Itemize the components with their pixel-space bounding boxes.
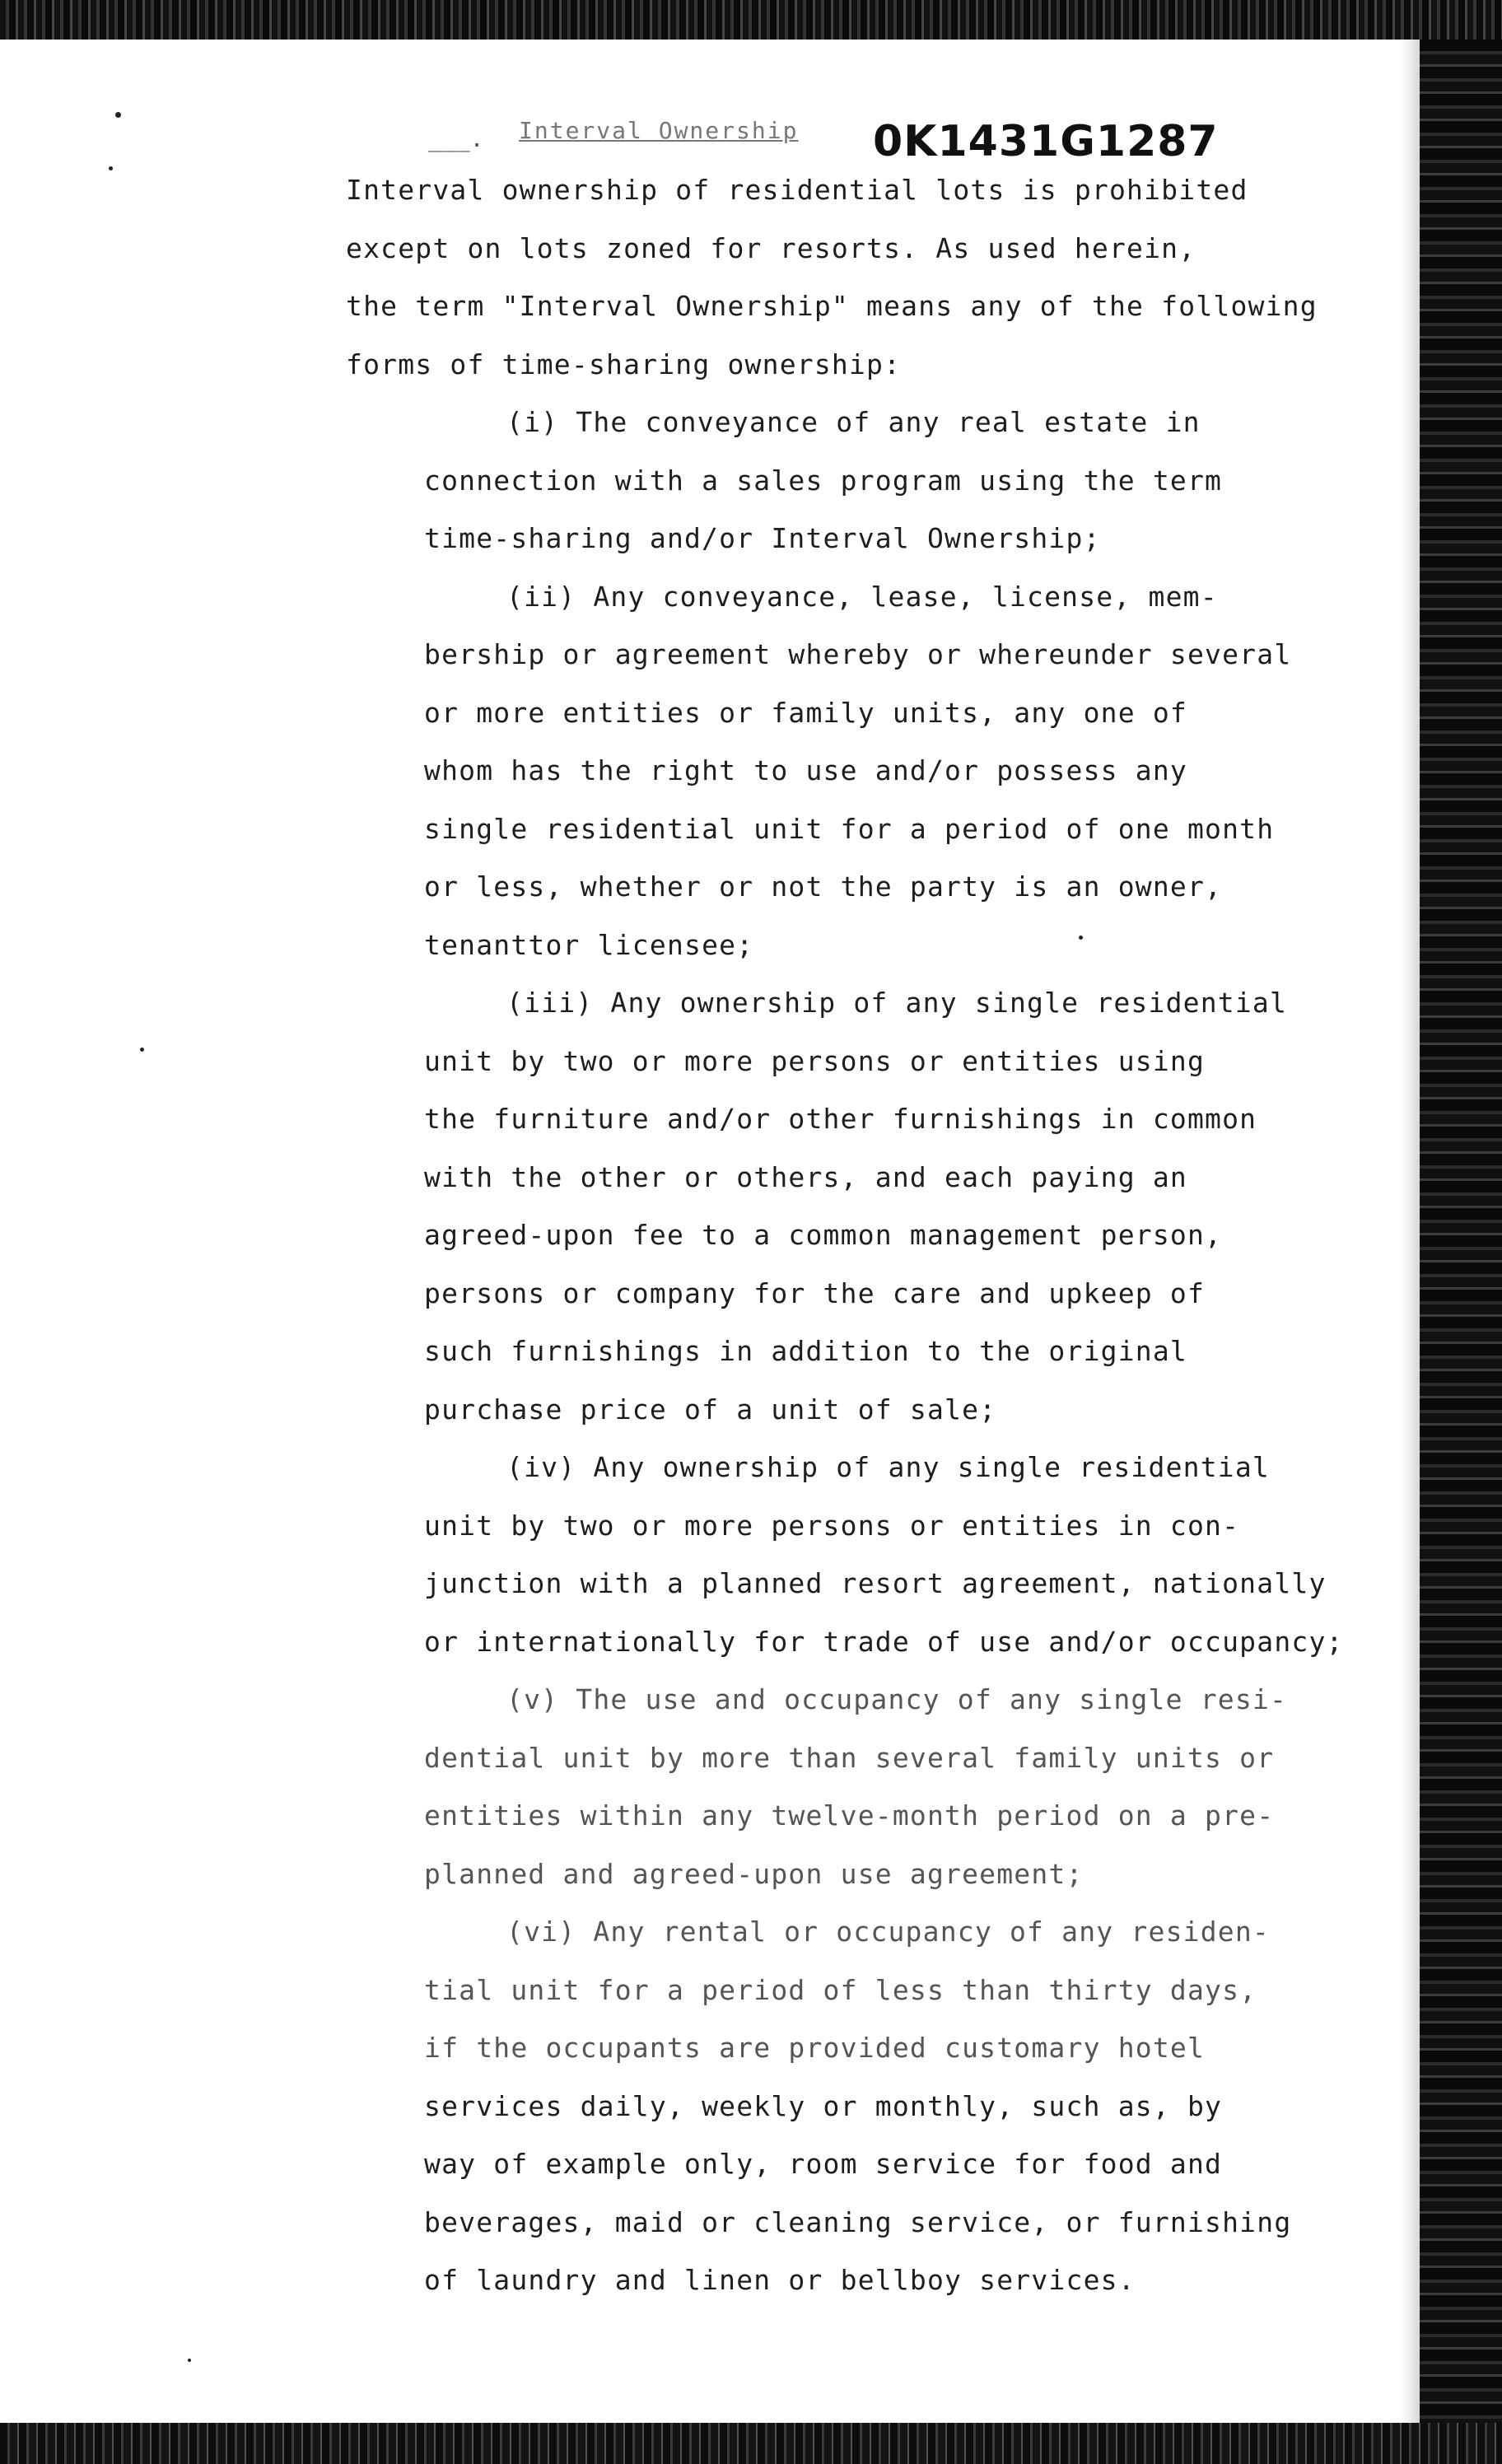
definition-item-iv — [346, 1439, 1350, 1671]
scan-border-right — [1420, 40, 1502, 2423]
scan-shadow-right — [1400, 40, 1420, 2423]
item-line: the furniture and/or other furnishings in common — [424, 1103, 1257, 1135]
item-line: way of example only, room service for food and — [424, 2148, 1223, 2180]
definition-item-iii — [346, 974, 1350, 1439]
definition-item-ii — [346, 568, 1350, 975]
item-line: junction with a planned resort agreement, nationally — [424, 1567, 1327, 1599]
item-line: beverages, maid or cleaning service, or furnishing — [424, 2205, 1292, 2238]
item-line: unit by two or more persons or entities using — [424, 1044, 1206, 1077]
intro-line: Interval ownership of residential lots is prohibited — [346, 174, 1248, 206]
document-body — [346, 161, 1350, 2310]
item-lead: (vi) Any rental or occupancy of any residen- — [506, 1916, 1270, 1948]
item-lead: (iii) Any ownership of any single residential — [506, 987, 1288, 1019]
item-line: with the other or others, and each paying an — [424, 1160, 1187, 1193]
item-line: or more entities or family units, any one of — [424, 696, 1187, 729]
header-dash: ___. — [428, 125, 484, 152]
item-line: tenanttor licensee; — [424, 928, 754, 961]
item-line: unit by two or more persons or entities in con- — [424, 1509, 1240, 1542]
intro-line: forms of time-sharing ownership: — [346, 348, 902, 380]
intro-line: the term "Interval Ownership" means any of the following — [346, 290, 1318, 322]
scan-border-bottom — [0, 2423, 1502, 2464]
item-lead: (ii) Any conveyance, lease, license, mem- — [506, 580, 1218, 613]
item-line: purchase price of a unit of sale; — [424, 1393, 997, 1426]
item-line: whom has the right to use and/or possess any — [424, 754, 1187, 786]
item-line: entities within any twelve-month period on a pre- — [424, 1799, 1275, 1832]
document-number: 0K1431G1287 — [873, 117, 1219, 166]
scan-border-top — [0, 0, 1502, 40]
item-line: connection with a sales program using the term — [424, 464, 1223, 497]
scan-speck — [115, 112, 121, 118]
intro-line: except on lots zoned for resorts. As used herein, — [346, 231, 1196, 264]
definition-item-i — [346, 394, 1350, 568]
item-line: if the occupants are provided customary hotel — [424, 2032, 1206, 2064]
item-line: single residential unit for a period of one month — [424, 812, 1275, 845]
item-line: of laundry and linen or bellboy services. — [424, 2264, 1136, 2296]
definition-item-vi — [346, 1903, 1350, 2310]
item-lead: (iv) Any ownership of any single residential — [506, 1451, 1270, 1483]
scan-speck — [109, 166, 113, 170]
scan-speck — [140, 1048, 144, 1052]
item-line: such furnishings in addition to the original — [424, 1335, 1187, 1367]
item-line: planned and agreed-upon use agreement; — [424, 1857, 1084, 1890]
item-line: persons or company for the care and upkeep of — [424, 1276, 1206, 1309]
scan-speck — [188, 2359, 191, 2362]
item-line: or internationally for trade of use and/or occupancy; — [424, 1625, 1344, 1658]
item-lead: (i) The conveyance of any real estate in — [506, 406, 1201, 438]
definition-item-v — [346, 1671, 1350, 1903]
item-line: dential unit by more than several family units or — [424, 1741, 1275, 1774]
item-line: services daily, weekly or monthly, such as, by — [424, 2089, 1223, 2122]
item-line: tial unit for a period of less than thirty days, — [424, 1973, 1257, 2006]
item-lead: (v) The use and occupancy of any single resi- — [506, 1683, 1288, 1715]
item-line: agreed-upon fee to a common management person, — [424, 1219, 1223, 1251]
section-title: Interval Ownership — [519, 117, 799, 144]
item-line: bership or agreement whereby or whereunder several — [424, 638, 1292, 670]
item-line: time-sharing and/or Interval Ownership; — [424, 522, 1101, 554]
item-line: or less, whether or not the party is an owner, — [424, 870, 1223, 903]
